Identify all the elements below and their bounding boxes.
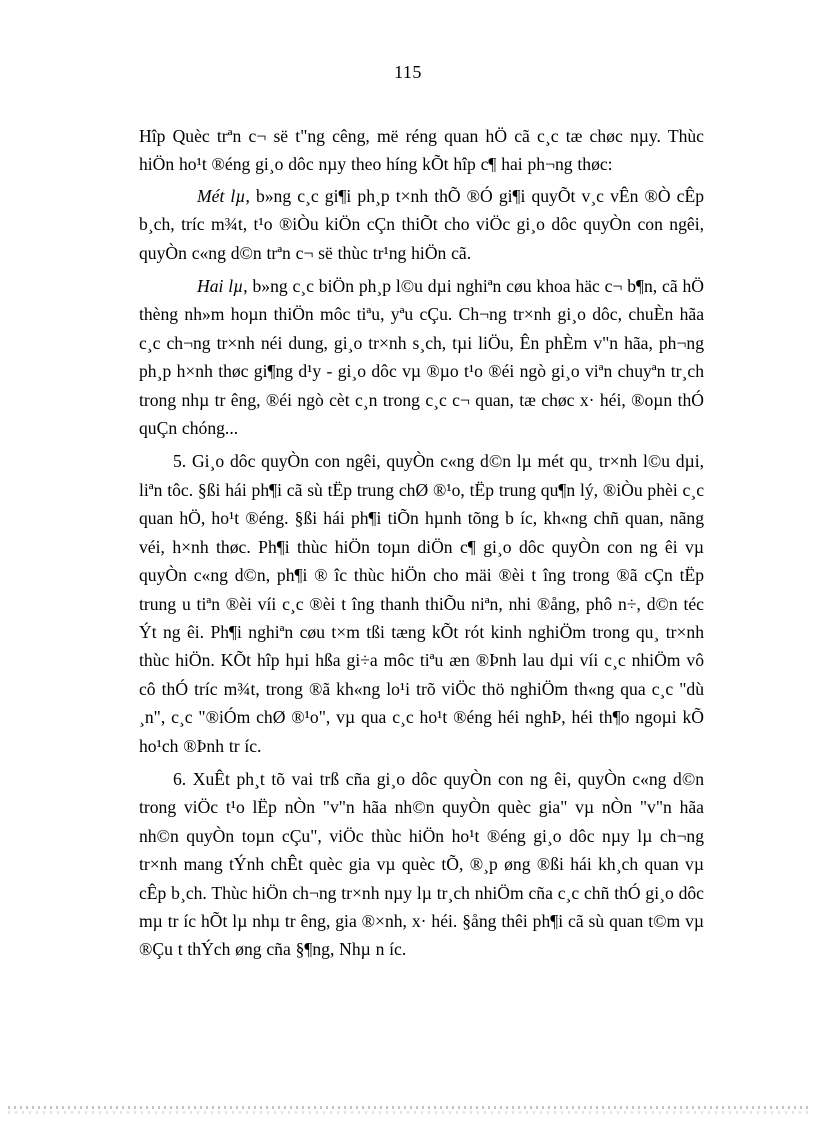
paragraph-mot-la [139,182,704,267]
paragraph-text: 5. Gi¸o dôc quyÒn con ngêi, quyÒn c«ng d©n lµ mét qu¸ tr×nh l©u dµi, liªn tôc. §ßi hái ph¶i cã sù tËp trung chØ ®¹o, tËp trung qu¶n lý, ®iÒu phèi c¸c quan hÖ, ho¹t ®éng. §ßi hái ph¶i tiÕn hµnh tõng b íc, kh«ng chñ quan, nãng véi, h×nh thøc. Ph¶i thùc hiÖn toµn diÖn c¶ gi¸o dôc quyÒn con ng êi vµ quyÒn c«ng d©n, ph¶i ® îc thùc hiÖn cho mäi ®èi t îng trong ®ã cÇn tËp trung u tiªn ®èi víi c¸c ®èi t îng thanh thiÕu niªn, nhi ®ång, phô n÷, d©n téc Ýt ng êi. Ph¶i nghiªn cøu t×m tßi tæng kÕt rót kinh nghiÖm trong qu¸ tr×nh thùc hiÖn. KÕt hîp hµi hßa gi÷a môc tiªu æn ®Þnh lau dµi víi c¸c nhiÖm vô cô thÓ tríc m¾t, trong ®ã kh«ng lo¹i trõ viÖc thö nghiÖm th«ng qua c¸c "dù ¸n", c¸c "®iÓm chØ ®¹o", vµ qua c¸c ho¹t ®éng héi nghÞ, héi th¶o ngoµi kÕ ho¹ch ®Þnh tr íc. [139,451,704,756]
document-text-body [139,122,704,964]
scan-edge-artifact-secondary [8,1111,808,1114]
scan-edge-artifact [8,1106,808,1109]
paragraph-text: , b»ng c¸c biÖn ph¸p l©u dµi nghiªn cøu khoa häc c¬ b¶n, cã hÖ thèng nh»m hoµn thiÖn môc tiªu, yªu cÇu. Ch¬ng tr×nh gi¸o dôc, chuÈn hãa c¸c ch¬ng tr×nh néi dung, gi¸o tr×nh s¸ch, tµi liÖu, Ên phÈm v"n hãa, ph¬ng ph¸p h×nh thøc gi¶ng d¹y - gi¸o dôc vµ ®µo t¹o ®éi ngò gi¸o viªn chuyªn tr¸ch trong nhµ tr êng, ®éi ngò cèt c¸n trong c¸c c¬ quan, tæ chøc x· héi, ®oµn thÓ quÇn chóng... [139,276,704,439]
page-number: 115 [394,62,422,82]
paragraph-text: , b»ng c¸c gi¶i ph¸p t×nh thÕ ®Ó gi¶i quyÕt v¸c vÊn ®Ò cÊp b¸ch, tríc m¾t, t¹o ®iÒu kiÖn cÇn thiÕt cho viÖc gi¸o dôc quyÒn con ngêi, quyÒn c«ng d©n trªn c¬ së thùc tr¹ng hiÖn cã. [139,185,704,263]
paragraph-item-5 [139,447,704,759]
paragraph-lead-italic: Mét lµ [197,185,246,206]
paragraph-continued [139,122,704,179]
paragraph-hai-la [139,272,704,442]
paragraph-item-6 [139,765,704,964]
paragraph-text: Hîp Quèc trªn c¬ së t"ng cêng, më réng quan hÖ cã c¸c tæ chøc nµy. Thùc hiÖn ho¹t ®éng gi¸o dôc nµy theo híng kÕt hîp c¶ hai ph¬ng thøc: [139,126,704,175]
paragraph-lead-italic: Hai lµ [197,276,244,297]
paragraph-text: 6. XuÊt ph¸t tõ vai trß cña gi¸o dôc quyÒn con ng êi, quyÒn c«ng d©n trong viÖc t¹o lËp nÒn "v"n hãa nh©n quyÒn quèc gia" vµ nÒn "v"n hãa nh©n quyÒn toµn cÇu", viÖc thùc hiÖn ho¹t ®éng gi¸o dôc nµy lµ ch¬ng tr×nh mang tÝnh chÊt quèc gia vµ quèc tÕ, ®¸p øng ®ßi hái kh¸ch quan vµ cÊp b¸ch. Thùc hiÖn ch¬ng tr×nh nµy lµ tr¸ch nhiÖm cña c¸c chñ thÓ gi¸o dôc mµ tr íc hÕt lµ nhµ tr êng, gia ®×nh, x· héi. §ång thêi ph¶i cã sù quan t©m vµ ®Çu t thÝch øng cña §¶ng, Nhµ n íc. [139,768,704,960]
